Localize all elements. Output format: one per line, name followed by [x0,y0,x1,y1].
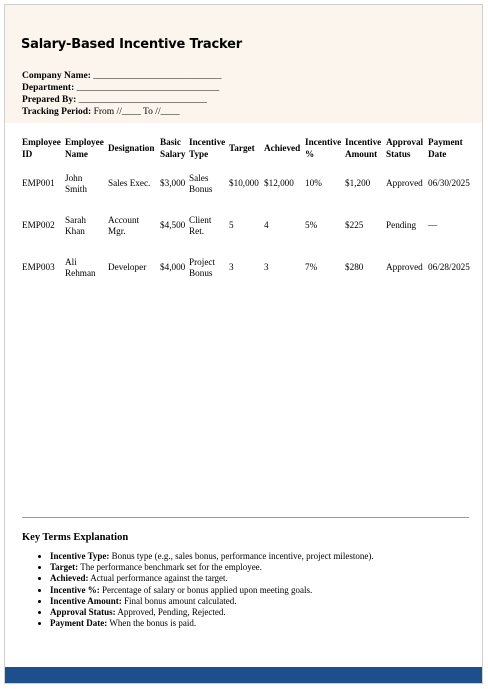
table-body [22,163,476,289]
cell-designation [108,163,160,205]
cell-text: Sarah [65,214,86,225]
cell-text: $3,000 [160,178,186,189]
cell-approval-status [386,205,428,247]
cell-text: $4,500 [160,220,186,231]
key-term-item [50,551,480,562]
key-term-name: Incentive Type: [50,551,110,561]
key-term-description: Bonus type (e.g., sales bonus, performance incentive, project milestone). [111,551,374,561]
cell-text: Pending [386,220,417,231]
cell-text: Rehman [65,268,96,278]
header-employee-name [65,133,108,163]
header-text: Status [386,149,411,159]
cell-designation [108,205,160,247]
meta-company-label: Company Name: [22,71,91,81]
cell-text: $225 [345,220,364,231]
cell-text: 10% [305,178,322,189]
key-term-item [50,585,480,596]
cell-text: 5% [305,220,318,231]
header-approval-status [386,133,428,163]
cell-target [229,205,264,247]
header-text: ID [22,149,33,159]
cell-text: 06/28/2025 [428,262,470,273]
cell-text: EMP001 [22,178,55,189]
key-term-name: Target: [50,562,79,573]
key-term-name: Approval Status: [50,607,116,618]
meta-company-row [22,70,222,82]
cell-target [229,247,264,289]
meta-prepared-by-value[interactable]: ___________________________ [78,95,207,105]
meta-tracking-period-label: Tracking Period: [22,107,92,117]
cell-approval-status [386,163,428,205]
header-text: Name [65,149,88,159]
cell-text: Account [108,214,140,225]
header-text: Payment [428,137,463,147]
key-term-item [50,596,480,607]
header-text: Incentive [189,137,226,147]
cell-text: $4,000 [160,262,186,273]
header-text: Employee [65,137,104,147]
cell-employee-id [22,205,65,247]
document-title: Salary-Based Incentive Tracker [21,37,242,52]
meta-tracking-period-row [22,106,222,118]
cell-payment-date [428,205,476,247]
cell-text: 06/30/2025 [428,178,470,189]
header-text: Employee [22,137,61,147]
key-term-description: Actual performance against the target. [90,573,228,584]
header-text: Approval [386,137,424,147]
cell-employee-id [22,163,65,205]
document-page [4,4,483,684]
table-row [22,205,476,247]
key-term-description: Final bonus amount calculated. [124,595,237,606]
header-incentive-type [189,133,229,163]
cell-approval-status [386,247,428,289]
header-employee-id [22,133,65,163]
cell-basic-salary [160,247,189,289]
cell-employee-name [65,247,108,289]
meta-fields [22,70,222,118]
header-text: Designation [108,143,155,153]
key-term-item [50,573,480,584]
table-header-row [22,133,476,163]
header-payment-date [428,133,476,163]
cell-text: — [428,220,438,231]
cell-incentive-pct [305,205,345,247]
cell-payment-date [428,247,476,289]
cell-basic-salary [160,163,189,205]
cell-basic-salary [160,205,189,247]
cell-text: $12,000 [264,178,294,189]
section-divider [22,517,469,518]
key-term-description: When the bonus is paid. [109,618,197,629]
incentive-table [22,133,476,289]
header-basic-salary [160,133,189,163]
cell-employee-id [22,247,65,289]
cell-text: 3 [264,262,269,273]
cell-text: Client [189,214,212,225]
header-achieved [264,133,305,163]
cell-text: Smith [65,184,87,194]
cell-achieved [264,163,305,205]
cell-target [229,163,264,205]
header-text: Type [189,149,209,159]
meta-department-row [22,82,222,94]
cell-incentive-type [189,247,229,289]
key-term-name: Incentive Amount: [50,595,122,606]
header-incentive-amount [345,133,386,163]
cell-text: Khan [65,226,85,236]
cell-incentive-pct [305,163,345,205]
key-term-item [50,618,480,629]
meta-prepared-by-row [22,94,222,106]
cell-text: Ali [65,256,77,267]
cell-text: EMP002 [22,220,55,231]
cell-text: John [65,172,83,183]
cell-text: Project [189,256,216,267]
key-term-name: Payment Date: [50,618,108,629]
header-text: Amount [345,149,378,159]
header-target [229,133,264,163]
cell-payment-date [428,163,476,205]
key-term-description: Approved, Pending, Rejected. [117,607,226,618]
cell-incentive-type [189,163,229,205]
cell-text: Sales [189,172,209,183]
header-text: Incentive [345,137,382,147]
cell-text: 4 [264,220,269,231]
cell-incentive-amount [345,247,386,289]
cell-incentive-pct [305,247,345,289]
cell-designation [108,247,160,289]
cell-text: 3 [229,262,234,273]
key-term-name: Incentive %: [50,584,100,595]
cell-employee-name [65,163,108,205]
cell-text: Approved [386,262,423,273]
cell-text: $280 [345,262,364,273]
meta-prepared-by-label: Prepared By: [22,95,77,105]
meta-department-value[interactable]: ______________________________ [76,83,220,93]
cell-text: $10,000 [229,178,259,189]
cell-employee-name [65,205,108,247]
meta-tracking-period-value[interactable]: From //____ To //____ [93,107,180,117]
key-terms-list [22,551,480,629]
table-row [22,247,476,289]
meta-department-label: Department: [22,83,75,93]
cell-text: Bonus [189,268,213,278]
header-text: Incentive [305,137,342,147]
cell-incentive-amount [345,163,386,205]
cell-text: EMP003 [22,262,55,273]
cell-text: Sales Exec. [108,178,151,189]
key-term-item [50,607,480,618]
cell-text: Developer [108,262,147,273]
key-term-item [50,562,480,573]
cell-text: Bonus [189,184,213,194]
header-designation [108,133,160,163]
cell-incentive-type [189,205,229,247]
key-term-description: The performance benchmark set for the employee. [80,562,262,573]
header-text: Salary [160,149,186,159]
footer-bar [5,667,482,683]
key-term-description: Percentage of salary or bonus applied upon meeting goals. [102,584,313,595]
cell-achieved [264,247,305,289]
cell-achieved [264,205,305,247]
header-text: Date [428,149,447,159]
cell-incentive-amount [345,205,386,247]
meta-company-value[interactable]: ___________________________ [93,71,222,81]
key-terms-heading: Key Terms Explanation [22,532,129,543]
cell-text: Approved [386,178,423,189]
cell-text: Mgr. [108,226,126,236]
header-text: Basic [160,137,181,147]
cell-text: 7% [305,262,318,273]
cell-text: Ret. [189,226,205,236]
cell-text: 5 [229,220,234,231]
header-text: % [305,149,315,159]
key-term-name: Achieved: [50,573,89,584]
table-row [22,163,476,205]
header-text: Target [229,143,255,153]
header-incentive-pct [305,133,345,163]
header-text: Achieved [264,143,301,153]
cell-text: $1,200 [345,178,371,189]
